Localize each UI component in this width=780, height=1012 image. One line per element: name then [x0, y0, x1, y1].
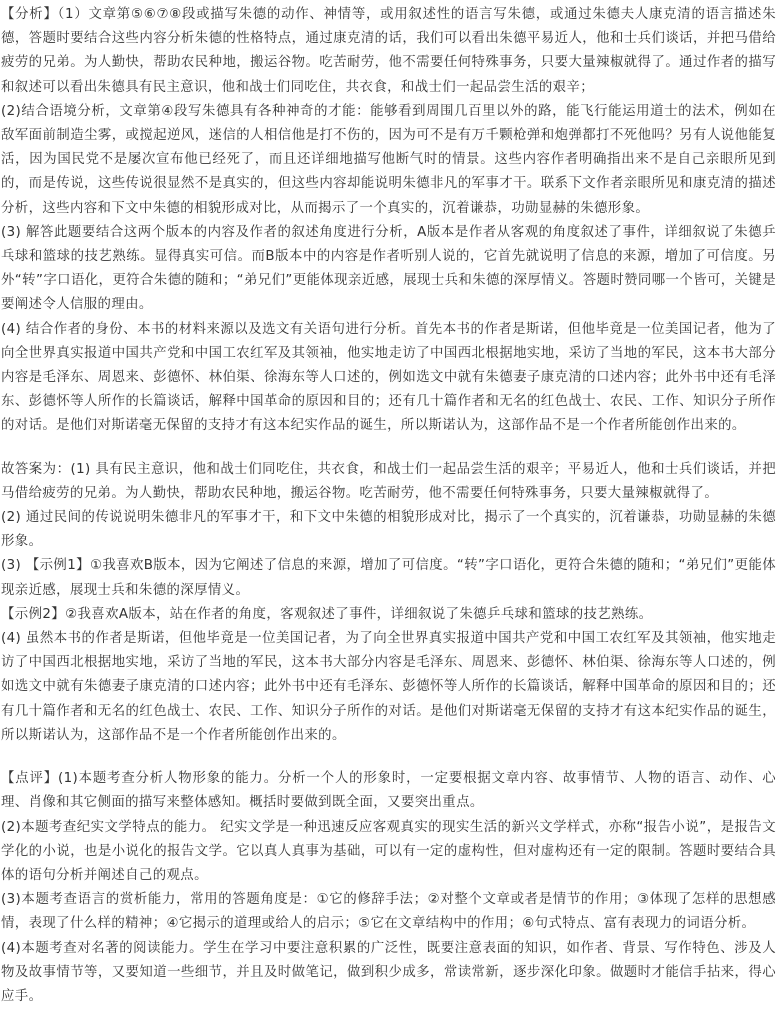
answer-paragraph-2: (2) 通过民间的传说说明朱德非凡的军事才干，和下文中朱德的相貌形成对比，揭示了一个真实的，沉着谦恭，功勋显赫的朱德形象。 [1, 510, 776, 550]
analysis-section [1, 3, 776, 439]
answer-paragraph-3: (3) 【示例1】①我喜欢B版本，因为它阐述了信息的来源，增加了可信度。“转”字口语化，更符合朱德的随和；“弟兄们”更能体现亲近感，展现士兵和朱德的深厚情义。 [1, 558, 776, 598]
analysis-paragraph-4: (4) 结合作者的身份、本书的材料来源以及选文有关语句进行分析。首先本书的作者是斯诺，但他毕竟是一位美国记者，他为了向全世界真实报道中国共产党和中国工农红军及其领袖，他实地走访了中国西北根据地实地，采访了当地的军民，这本书大部分内容是毛泽东、周恩来、彭德怀、林伯渠、徐海东等人口述的，例如选文中就有朱德妻子康克清的口述内容；此外书中还有毛泽东、彭德怀等人所作的长篇谈话，解释中国革命的原因和目的；还有几十篇作者和无名的红色战士、农民、工作、知识分子所作的对话。是他们对斯诺毫无保留的支持才有这本纪实作品的诞生，所以斯诺认为，这部作品不是一个作者所能创作出来的。 [1, 321, 776, 434]
comment-paragraph-4: (4)本题考查对名著的阅读能力。学生在学习中要注意积累的广泛性，既要注意表面的知识，如作者、背景、写作特色、涉及人物及故事情节等，又要知道一些细节，并且及时做笔记，做到积少成多，常读常新，逐步深化印象。做题时才能信手拈来，得心应手。 [1, 940, 776, 1004]
answer-paragraph-1: 故答案为：(1) 具有民主意识，他和战士们同吃住，共衣食，和战士们一起品尝生活的艰辛；平易近人，他和士兵们谈话，并把马借给疲劳的兄弟。为人勤快，帮助农民种地，搬运谷物。吃苦耐劳，他不需要任何特殊事务，只要大量辣椒就得了。 [1, 461, 776, 501]
analysis-paragraph-1: 【分析】（1）文章第⑤⑥⑦⑧段或描写朱德的动作、神情等，或用叙述性的语言写朱德，或通过朱德夫人康克清的语言描述朱德，答题时要结合这些内容分析朱德的性格特点，通过康克清的话，我们可以看出朱德平易近人，他和士兵们谈话，并把马借给疲劳的兄弟。为人勤快，帮助农民种地，搬运谷物。吃苦耐劳，他不需要任何特殊事务，只要大量辣椒就得了。通过作者的描写和叙述可以看出朱德具有民主意识，他和战士们同吃住，共衣食，和战士们一起品尝生活的艰辛； [1, 7, 776, 95]
answer-paragraph-4: 【示例2】②我喜欢A版本，站在作者的角度，客观叙述了事件，详细叙说了朱德乒乓球和篮球的技艺熟练。 [1, 606, 653, 622]
comment-paragraph-2: (2)本题考查纪实文学特点的能力。 纪实文学是一种迅速反应客观真实的现实生活的新兴文学样式，亦称“报告小说”，是报告文学化的小说，也是小说化的报告文学。它以真人真事为基础，可以有一定的虚构性，但对虚构还有一定的限制。答题时要结合具体的语句分析并阐述自己的观点。 [1, 819, 776, 883]
comment-paragraph-1: 【点评】(1)本题考查分析人物形象的能力。分析一个人的形象时，一定要根据文章内容、故事情节、人物的语言、动作、心理、肖像和其它侧面的描写来整体感知。概括时要做到既全面，又要突出重点。 [1, 771, 776, 811]
analysis-paragraph-2: (2)结合语境分析，文章第④段写朱德具有各种神奇的才能：能够看到周围几百里以外的路，能飞行能运用道士的法术，例如在敌军面前制造尘雾，或搅起逆风，迷信的人相信他是打不伤的，因为可不是有万千颗枪弹和炮弹都打不死他吗？另有人说他能复活，因为国民党不是屡次宣布他已经死了，而且还详细地描写他断气时的情景。这些内容作者明确指出来不是自己亲眼所见到的，而是传说，这些传说很显然不是真实的，但这些内容却能说明朱德非凡的军事才干。联系下文作者亲眼所见和康克清的描述分析，这些内容和下文中朱德的相貌形成对比，从而揭示了一个真实的，沉着谦恭，功勋显赫的朱德形象。 [1, 103, 776, 216]
section-spacer [1, 439, 776, 458]
comment-paragraph-3: (3)本题考查语言的赏析能力，常用的答题角度是：①它的修辞手法；②对整个文章或者是情节的作用；③体现了怎样的思想感情，表现了什么样的精神；④它揭示的道理或给人的启示；⑤它在文章结构中的作用；⑥句式特点、富有表现力的词语分析。 [1, 892, 776, 932]
analysis-paragraph-3: (3) 解答此题要结合这两个版本的内容及作者的叙述角度进行分析，A版本是作者从客观的角度叙述了事件，详细叙说了朱德乒乓球和篮球的技艺熟练。显得真实可信。而B版本中的内容是作者听别人说的，它首先就说明了信息的来源，增加了可信度。另外“转”字口语化，更符合朱德的随和；“弟兄们”更能体现亲近感，展现士兵和朱德的深厚情义。答题时赞同哪一个皆可，关键是要阐述令人信服的理由。 [1, 224, 776, 313]
answer-section [1, 458, 776, 748]
section-spacer [1, 748, 776, 767]
comment-section [1, 767, 776, 1009]
answer-paragraph-5: (4) 虽然本书的作者是斯诺，但他毕竟是一位美国记者，为了向全世界真实报道中国共产党和中国工农红军及其领袖，他实地走访了中国西北根据地实地，采访了当地的军民，这本书大部分内容是毛泽东、周恩来、彭德怀、林伯渠、徐海东等人口述的，例如选文中就有朱德妻子康克清的口述内容；此外书中还有毛泽东、彭德怀等人所作的长篇谈话，解释中国革命的原因和目的；还有几十篇作者和无名的红色战士、农民、工作、知识分子所作的对话。是他们对斯诺毫无保留的支持才有这本纪实作品的诞生，所以斯诺认为，这部作品不是一个作者所能创作出来的。 [1, 631, 776, 743]
